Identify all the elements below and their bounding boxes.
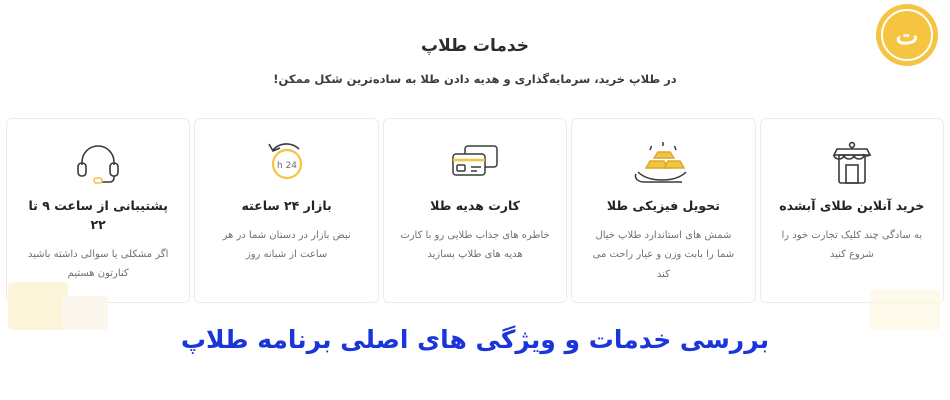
banner-headline: بررسی خدمات و ویژگی های اصلی برنامه طلاپ: [180, 325, 770, 354]
service-card-desc: شمش های استاندارد طلاپ خیال شما را بابت وزن و عیار راحت می کند: [592, 229, 735, 280]
page-subtitle: در طلاپ خرید، سرمایه‌گذاری و هدیه دادن طلا به ساده‌ترین شکل ممکن!: [273, 72, 677, 86]
svg-text:24 h: 24 h: [276, 161, 297, 171]
bottom-banner: [0, 325, 950, 354]
service-card-title: بازار ۲۴ ساعته: [241, 198, 332, 213]
service-card-24h-market[interactable]: [194, 118, 378, 303]
storefront-icon: [831, 135, 873, 189]
service-card-title: خرید آنلاین طلای آبشده: [779, 198, 925, 213]
decorative-shape-right: [870, 290, 940, 330]
service-card-title: کارت هدیه طلا: [430, 198, 520, 213]
page-header: [0, 36, 950, 86]
service-card-gift-card[interactable]: [383, 118, 567, 303]
service-card-desc: نبض بازار در دستان شما در هر ساعت از شبانه روز: [222, 229, 351, 261]
service-card-support[interactable]: [6, 118, 190, 303]
service-card-title: تحویل فیزیکی طلا: [606, 198, 720, 213]
services-card-list: [0, 118, 950, 303]
page-title: خدمات طلاپ: [421, 36, 529, 56]
service-card-desc: اگر مشکلی یا سوالی داشته باشید کنارتون هستیم: [27, 248, 169, 279]
decorative-shape-left: [8, 282, 68, 330]
service-card-physical-delivery[interactable]: [571, 118, 755, 303]
service-card-desc: به سادگی چند کلیک تجارت خود را شروع کنید: [781, 229, 923, 261]
service-card-title: پشتیبانی از ساعت ۹ تا ۲۲: [28, 198, 168, 232]
service-card-online-gold-purchase[interactable]: [760, 118, 944, 303]
headset-support-icon: [72, 135, 124, 189]
service-card-desc: خاطره های جذاب طلایی رو با کارت هدیه های طلاپ بسازید: [400, 229, 550, 261]
logo-mark: ت: [895, 20, 919, 50]
24h-clock-icon: [262, 135, 312, 189]
gold-bars-hand-icon: [632, 135, 694, 189]
gift-card-icon: [447, 135, 503, 189]
